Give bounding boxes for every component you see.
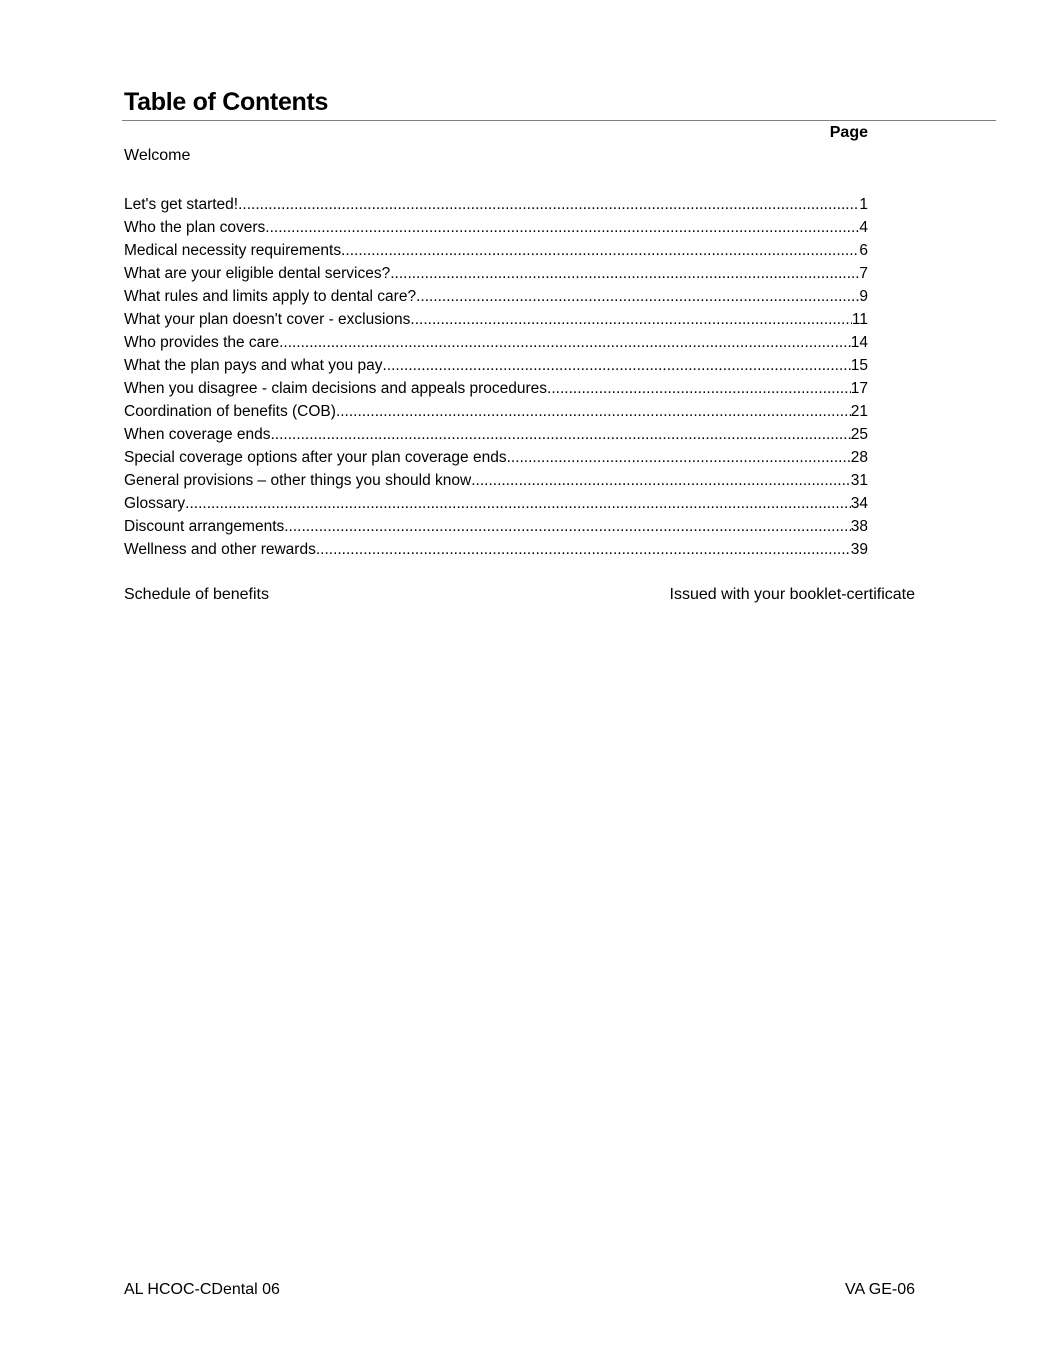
dot-leader: [284, 515, 851, 538]
toc-entry-label: Who provides the care: [124, 334, 280, 351]
toc-entry-page: 39: [850, 541, 868, 558]
toc-entry-label: Medical necessity requirements: [124, 242, 342, 259]
toc-entry-label: When you disagree - claim decisions and appeals procedures: [124, 380, 548, 397]
toc-entry-label: Who the plan covers: [124, 219, 266, 236]
dot-leader: [270, 423, 850, 446]
toc-entry[interactable]: [124, 377, 868, 400]
toc-entry[interactable]: [124, 285, 868, 308]
footer-left-code: AL HCOC-CDental 06: [124, 1281, 280, 1298]
toc-entry[interactable]: [124, 446, 868, 469]
toc-entry-label: Coordination of benefits (COB): [124, 403, 336, 420]
toc-entry[interactable]: [124, 515, 868, 538]
toc-entry[interactable]: [124, 423, 868, 446]
dot-leader: [336, 400, 851, 423]
dot-leader: [238, 193, 859, 216]
toc-entry[interactable]: [124, 239, 868, 262]
toc-entry-page: 9: [859, 288, 868, 305]
toc-entry[interactable]: [124, 193, 868, 216]
toc-entry-page: 14: [850, 334, 868, 351]
dot-leader: [547, 377, 851, 400]
dot-leader: [390, 262, 859, 285]
toc-entry-label: Let's get started!: [124, 196, 239, 213]
toc-entry[interactable]: [124, 469, 868, 492]
toc-entry-page: 38: [850, 518, 868, 535]
toc-entry-label: Special coverage options after your plan coverage ends: [124, 449, 507, 466]
page-column-heading: Page: [829, 124, 868, 141]
title-divider: [122, 120, 996, 121]
toc-entry[interactable]: [124, 400, 868, 423]
schedule-label: Schedule of benefits: [124, 586, 269, 603]
toc-entry-label: Discount arrangements: [124, 518, 285, 535]
dot-leader: [341, 239, 859, 262]
toc-entry-page: 6: [859, 242, 868, 259]
toc-entry-page: 17: [850, 380, 868, 397]
toc-entry-page: 1: [859, 196, 868, 213]
toc-entry-label: When coverage ends: [124, 426, 271, 443]
toc-entry-label: Wellness and other rewards: [124, 541, 316, 558]
toc-entry-label: Glossary: [124, 495, 186, 512]
toc-entry-page: 7: [859, 265, 868, 282]
toc-entry[interactable]: [124, 216, 868, 239]
dot-leader: [265, 216, 859, 239]
toc-entry-label: What the plan pays and what you pay: [124, 357, 383, 374]
schedule-note: Issued with your booklet-certificate: [669, 586, 915, 603]
toc-entry-page: 21: [850, 403, 868, 420]
dot-leader: [471, 469, 851, 492]
dot-leader: [416, 285, 859, 308]
toc-entry[interactable]: [124, 331, 868, 354]
toc-entry-page: 31: [850, 472, 868, 489]
footer-right-code: VA GE-06: [845, 1281, 915, 1298]
dot-leader: [279, 331, 851, 354]
toc-list: [124, 193, 868, 561]
toc-entry-label: What rules and limits apply to dental care?: [124, 288, 417, 305]
page-title: Table of Contents: [124, 88, 329, 116]
toc-entry[interactable]: [124, 492, 868, 515]
dot-leader: [507, 446, 851, 469]
dot-leader: [316, 538, 851, 561]
page-footer: [124, 1281, 915, 1299]
toc-entry-label: What your plan doesn't cover - exclusions: [124, 311, 411, 328]
toc-entry-page: 34: [850, 495, 868, 512]
toc-entry[interactable]: [124, 538, 868, 561]
dot-leader: [410, 308, 852, 331]
dot-leader: [383, 354, 851, 377]
toc-entry-page: 4: [859, 219, 868, 236]
toc-entry-page: 11: [851, 311, 868, 328]
toc-entry-label: General provisions – other things you should know: [124, 472, 472, 489]
welcome-entry: Welcome: [124, 147, 191, 164]
toc-entry[interactable]: [124, 354, 868, 377]
toc-entry-page: 28: [850, 449, 868, 466]
toc-entry-page: 25: [850, 426, 868, 443]
schedule-of-benefits-row: [124, 586, 915, 604]
toc-entry-page: 15: [850, 357, 868, 374]
toc-entry[interactable]: [124, 262, 868, 285]
toc-entry[interactable]: [124, 308, 868, 331]
toc-entry-label: What are your eligible dental services?: [124, 265, 391, 282]
dot-leader: [185, 492, 851, 515]
